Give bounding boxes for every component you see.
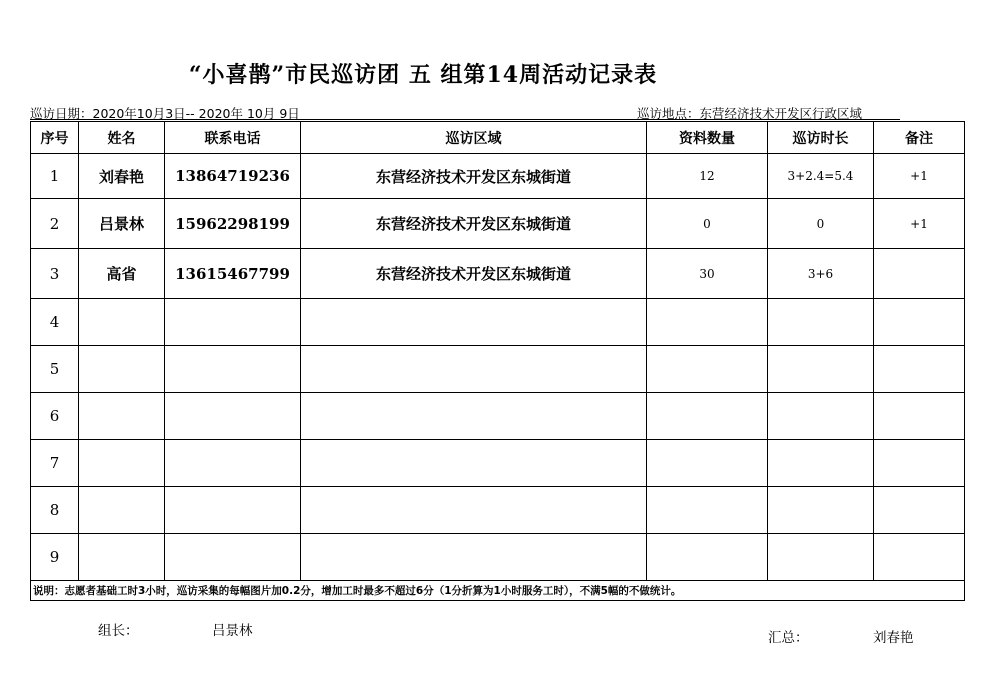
summary-name: 刘春艳	[873, 630, 914, 646]
cell-phone	[165, 393, 301, 440]
header-phone: 联系电话	[165, 122, 301, 154]
header-area: 巡访区域	[301, 122, 647, 154]
table-row	[31, 299, 965, 346]
cell-duration	[768, 534, 874, 581]
cell-name	[79, 346, 165, 393]
cell-name	[79, 534, 165, 581]
cell-area: 东营经济技术开发区东城街道	[301, 154, 647, 199]
cell-remarks	[874, 346, 965, 393]
cell-phone	[165, 487, 301, 534]
visit-location: 巡访地点：东营经济技术开发区行政区域	[637, 106, 863, 121]
table-row	[31, 440, 965, 487]
cell-duration: 3+6	[768, 249, 874, 299]
table-row	[31, 393, 965, 440]
cell-name: 刘春艳	[79, 154, 165, 199]
table-row	[31, 249, 965, 299]
cell-index: 6	[31, 393, 79, 440]
cell-duration	[768, 487, 874, 534]
cell-material-count	[647, 346, 768, 393]
cell-phone: 15962298199	[165, 199, 301, 249]
cell-area: 东营经济技术开发区东城街道	[301, 199, 647, 249]
cell-name	[79, 440, 165, 487]
cell-remarks	[874, 249, 965, 299]
cell-area	[301, 534, 647, 581]
cell-remarks	[874, 534, 965, 581]
visit-date-range: 巡访日期：2020年10月3日-- 2020年 10月 9日	[30, 106, 300, 121]
cell-phone: 13615467799	[165, 249, 301, 299]
cell-material-count	[647, 440, 768, 487]
cell-material-count: 12	[647, 154, 768, 199]
document-title: “小喜鹊”市民巡访团 五 组第14周活动记录表	[188, 62, 658, 88]
cell-index: 8	[31, 487, 79, 534]
cell-remarks	[874, 393, 965, 440]
cell-material-count	[647, 534, 768, 581]
table-note-row	[31, 581, 965, 601]
cell-index: 5	[31, 346, 79, 393]
cell-area	[301, 346, 647, 393]
leader-name: 吕景林	[212, 623, 253, 639]
cell-remarks	[874, 440, 965, 487]
cell-area	[301, 440, 647, 487]
activity-record-table	[30, 121, 965, 601]
cell-material-count	[647, 393, 768, 440]
cell-index: 9	[31, 534, 79, 581]
table-row	[31, 154, 965, 199]
header-name: 姓名	[79, 122, 165, 154]
cell-phone	[165, 299, 301, 346]
cell-index: 3	[31, 249, 79, 299]
header-material-count: 资料数量	[647, 122, 768, 154]
cell-duration	[768, 346, 874, 393]
leader-label: 组长：	[98, 623, 139, 639]
cell-phone	[165, 534, 301, 581]
cell-material-count: 0	[647, 199, 768, 249]
cell-name: 高省	[79, 249, 165, 299]
header-duration: 巡访时长	[768, 122, 874, 154]
cell-duration	[768, 440, 874, 487]
cell-index: 1	[31, 154, 79, 199]
cell-remarks: +1	[874, 199, 965, 249]
cell-duration: 3+2.4=5.4	[768, 154, 874, 199]
cell-material-count: 30	[647, 249, 768, 299]
cell-area	[301, 393, 647, 440]
cell-index: 4	[31, 299, 79, 346]
cell-duration	[768, 393, 874, 440]
table-note: 说明：志愿者基础工时3小时，巡访采集的每幅图片加0.2分，增加工时最多不超过6分（1分折算为1小时服务工时），不满5幅的不做统计。	[31, 581, 965, 601]
cell-duration: 0	[768, 199, 874, 249]
cell-material-count	[647, 299, 768, 346]
table-row	[31, 346, 965, 393]
cell-area	[301, 299, 647, 346]
header-remarks: 备注	[874, 122, 965, 154]
cell-index: 7	[31, 440, 79, 487]
meta-underline	[30, 119, 900, 120]
cell-phone	[165, 440, 301, 487]
cell-area: 东营经济技术开发区东城街道	[301, 249, 647, 299]
header-index: 序号	[31, 122, 79, 154]
cell-name	[79, 393, 165, 440]
cell-remarks	[874, 299, 965, 346]
cell-area	[301, 487, 647, 534]
cell-remarks	[874, 487, 965, 534]
summary-label: 汇总：	[768, 630, 809, 646]
cell-name	[79, 487, 165, 534]
cell-name: 吕景林	[79, 199, 165, 249]
table-header-row	[31, 122, 965, 154]
cell-name	[79, 299, 165, 346]
cell-duration	[768, 299, 874, 346]
cell-remarks: +1	[874, 154, 965, 199]
cell-phone	[165, 346, 301, 393]
table-row	[31, 487, 965, 534]
table-row	[31, 534, 965, 581]
cell-phone: 13864719236	[165, 154, 301, 199]
cell-material-count	[647, 487, 768, 534]
table-row	[31, 199, 965, 249]
cell-index: 2	[31, 199, 79, 249]
